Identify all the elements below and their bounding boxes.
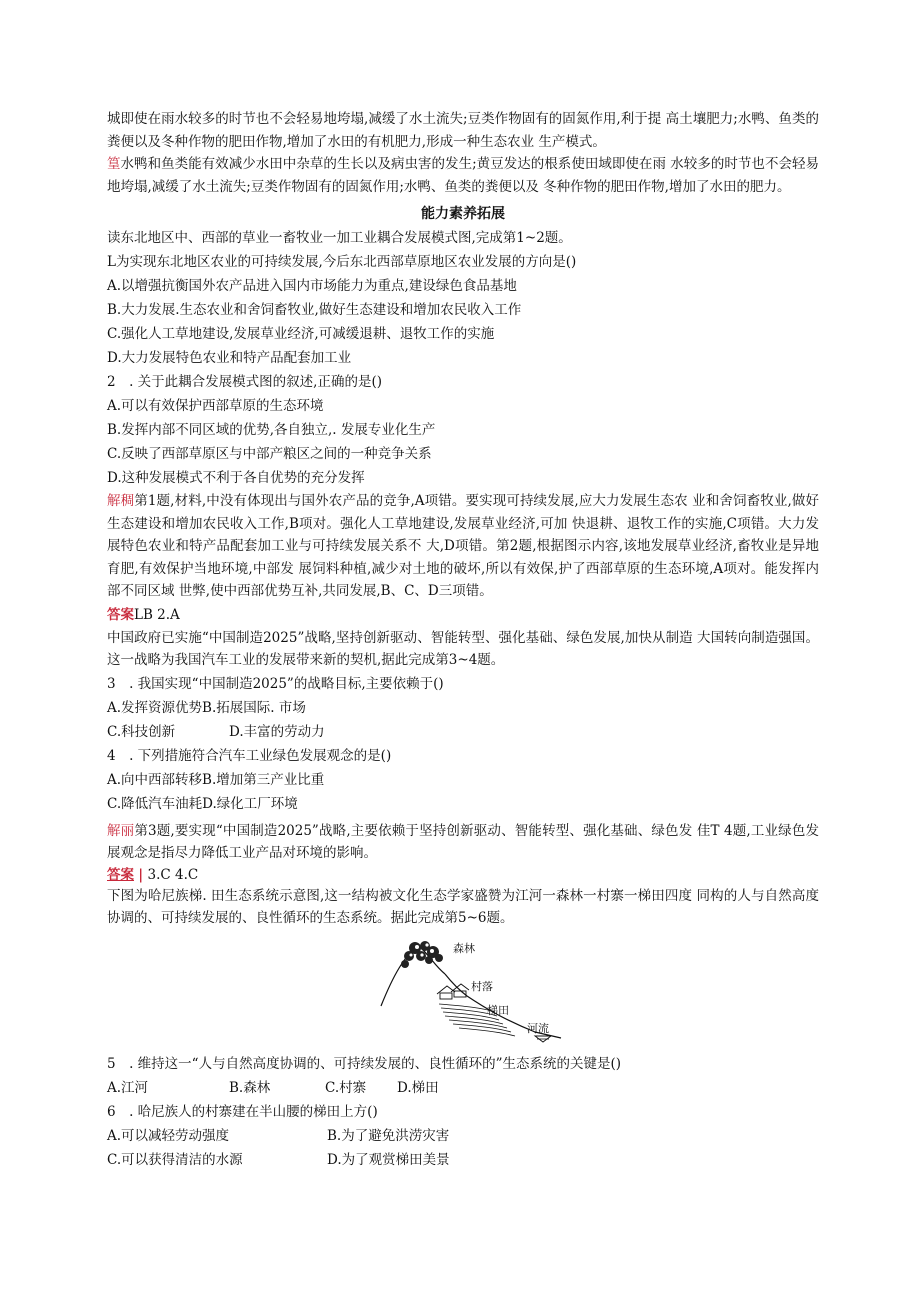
intro-q1-2: 读东北地区中、西部的草业一畜牧业一加工业耦合发展模式图,完成第1~2题。 (107, 230, 572, 246)
answer-label: 答案 (107, 866, 134, 883)
q3-options-row1: A.发挥资源优势B.拓展国际. 市场 (107, 699, 306, 716)
q1-option-a: A.以增强抗衡国外农产品进入国内市场能力为重点,建设绿色食品基地 (107, 278, 517, 294)
q5-options (107, 1076, 819, 1100)
q2-option-d: D.这种发展模式不利于各自优势的充分发挥 (107, 470, 365, 486)
explanation-tag: 解稠 (107, 493, 135, 509)
q5-option-a: A.江河 (107, 1079, 149, 1096)
q3-option-c: C.科技创新 (107, 723, 176, 740)
explanation-1 (107, 490, 819, 603)
q6-options-row2 (107, 1148, 819, 1172)
answer-value: 3.C 4.C (147, 866, 199, 883)
q2-option-a: A.可以有效保护西部草原的生态环境 (107, 398, 324, 414)
question-3: 3 . 我国实现“中国制造2025”的战略目标,主要依赖于() (107, 675, 444, 692)
answer-2 (107, 865, 819, 885)
q1-option-c: C.强化人工草地建设,发展草业经济,可减缓退耕、退牧工作的实施 (107, 326, 495, 342)
q6-options-row1 (107, 1124, 819, 1148)
q3-option-d: D.丰富的劳动力 (229, 723, 325, 740)
q5-option-b: B.森林 (229, 1079, 271, 1096)
question-6: 6 . 哈尼族人的村寨建在半山腰的梯田上方() (107, 1103, 378, 1120)
q2-option-c: C.反映了西部草原区与中部产粮区之间的一种竞争关系 (107, 446, 432, 462)
q4-options-row1: A.向中西部转移B.增加第三产业比重 (107, 771, 325, 788)
question-5: 5 . 维持这一“人与自然高度协调的、可持续发展的、良性循环的”生态系统的关键是() (107, 1055, 622, 1072)
q2-option-b: B.发挥内部不同区域的优势,各自独立,. 发展专业化生产 (107, 422, 436, 438)
question-4: 4 . 下列措施符合汽车工业绿色发展观念的是() (107, 747, 392, 764)
answer-text: 水鸭和鱼类能有效减少水田中杂草的生长以及病虫害的发生;黄豆发达的根系使田域即使在雨 水较多的时节也不会轻易地垮塌,减缓了水土流失;豆类作物固有的固氮作用;水鸭、鱼类的粪便以及 冬种作物的肥田作物,增加了水田的肥力。 (107, 156, 820, 195)
document-page (107, 108, 819, 1172)
hani-terrace-diagram (375, 936, 565, 1046)
answer-value: LB 2.A (134, 606, 180, 623)
q6-option-a: A.可以减轻劳动强度 (107, 1127, 230, 1144)
label-forest: 森林 (453, 941, 475, 955)
q4-options-row2: C.降低汽车油耗D.绿化工厂环境 (107, 795, 298, 812)
answer-tag: 篁 (107, 156, 121, 172)
q6-option-c: C.可以获得清洁的水源 (107, 1151, 243, 1168)
q6-option-b: B.为了避免洪涝灾害 (327, 1127, 450, 1144)
paragraph-continuation: 城即使在雨水较多的时节也不会轻易地垮塌,减缓了水土流失;豆类作物固有的固氮作用,利于提 高土壤肥力;水鸭、鱼类的粪便以及冬种作物的肥田作物,增加了水田的有机肥力,形成一种生态农业 生产模式。 (107, 111, 819, 150)
question-1: L为实现东北地区农业的可持续发展,今后东北西部草原地区农业发展的方向是() (107, 254, 577, 270)
intro-q5-6: 下图为哈尼族梯. 田生态系统示意图,这一结构被文化生态学家盛赞为江河一森林一村寨一梯田四度 同构的人与自然高度协调的、可持续发展的、良性循环的生态系统。据此完成第5~6题。 (107, 887, 819, 926)
answer-label: 答案 (107, 606, 134, 623)
answer-separator: | (138, 866, 144, 883)
q5-option-d: D.梯田 (397, 1079, 439, 1096)
label-river: 河流 (527, 1021, 549, 1035)
q3-options-row2 (107, 720, 819, 744)
intro-q3-4: 中国政府已实施“中国制造2025”战略,坚持创新驱动、智能转型、强化基础、绿色发展,加快从制造 大国转向制造强国。这一战略为我国汽车工业的发展带来新的契机,据此完成第3~4题。 (107, 629, 819, 668)
explanation-2 (107, 820, 819, 865)
q6-option-d: D.为了观赏梯田美景 (327, 1151, 450, 1168)
explanation-text: 第1题,材料,中没有体现出与国外农产品的竞争,A项错。要实现可持续发展,应大力发展生态农 业和舍饲畜牧业,做好生态建设和增加农民收入工作,B项对。强化人工草地建设,发展草业经济,可加 快退耕、退牧工作的实施,C项错。大力发展特色农业和特产品配套加工业与可持续发展关系不 大,D项错。第2题,根据图示内容,该地发展草业经济,畜牧业是异地育肥,有效保护当地环境,中部发 展饲料种植,减少对土地的破坏,所以有效保,护了西部草原的生态环境,A项对。能发挥内部不同区域 世弊,使中西部优势互补,共同发展,B、C、D三项错。 (107, 493, 819, 599)
answer-paragraph (107, 153, 819, 198)
label-village: 村落 (471, 979, 493, 993)
question-2: 2 . 关于此耦合发展模式图的叙述,正确的是() (107, 374, 382, 390)
answer-1 (107, 603, 819, 627)
q5-option-c: C.村寨 (325, 1079, 367, 1096)
section-title: 能力素养拓展 (421, 206, 505, 222)
q1-option-b: B.大力发展.生态农业和舍饲畜牧业,做好生态建设和增加农民收入工作 (107, 302, 522, 318)
label-terrace: 梯田 (487, 1003, 509, 1017)
q1-option-d: D.大力发展特色农业和特产品配套加工业 (107, 350, 352, 366)
explanation-tag: 解丽 (107, 822, 135, 839)
explanation-text: 第3题,要实现“中国制造2025”战略,主要依赖于坚持创新驱动、智能转型、强化基础、绿色发 佳T 4题,工业绿色发展观念是指尽力降低工业产品对环境的影响。 (107, 822, 819, 861)
